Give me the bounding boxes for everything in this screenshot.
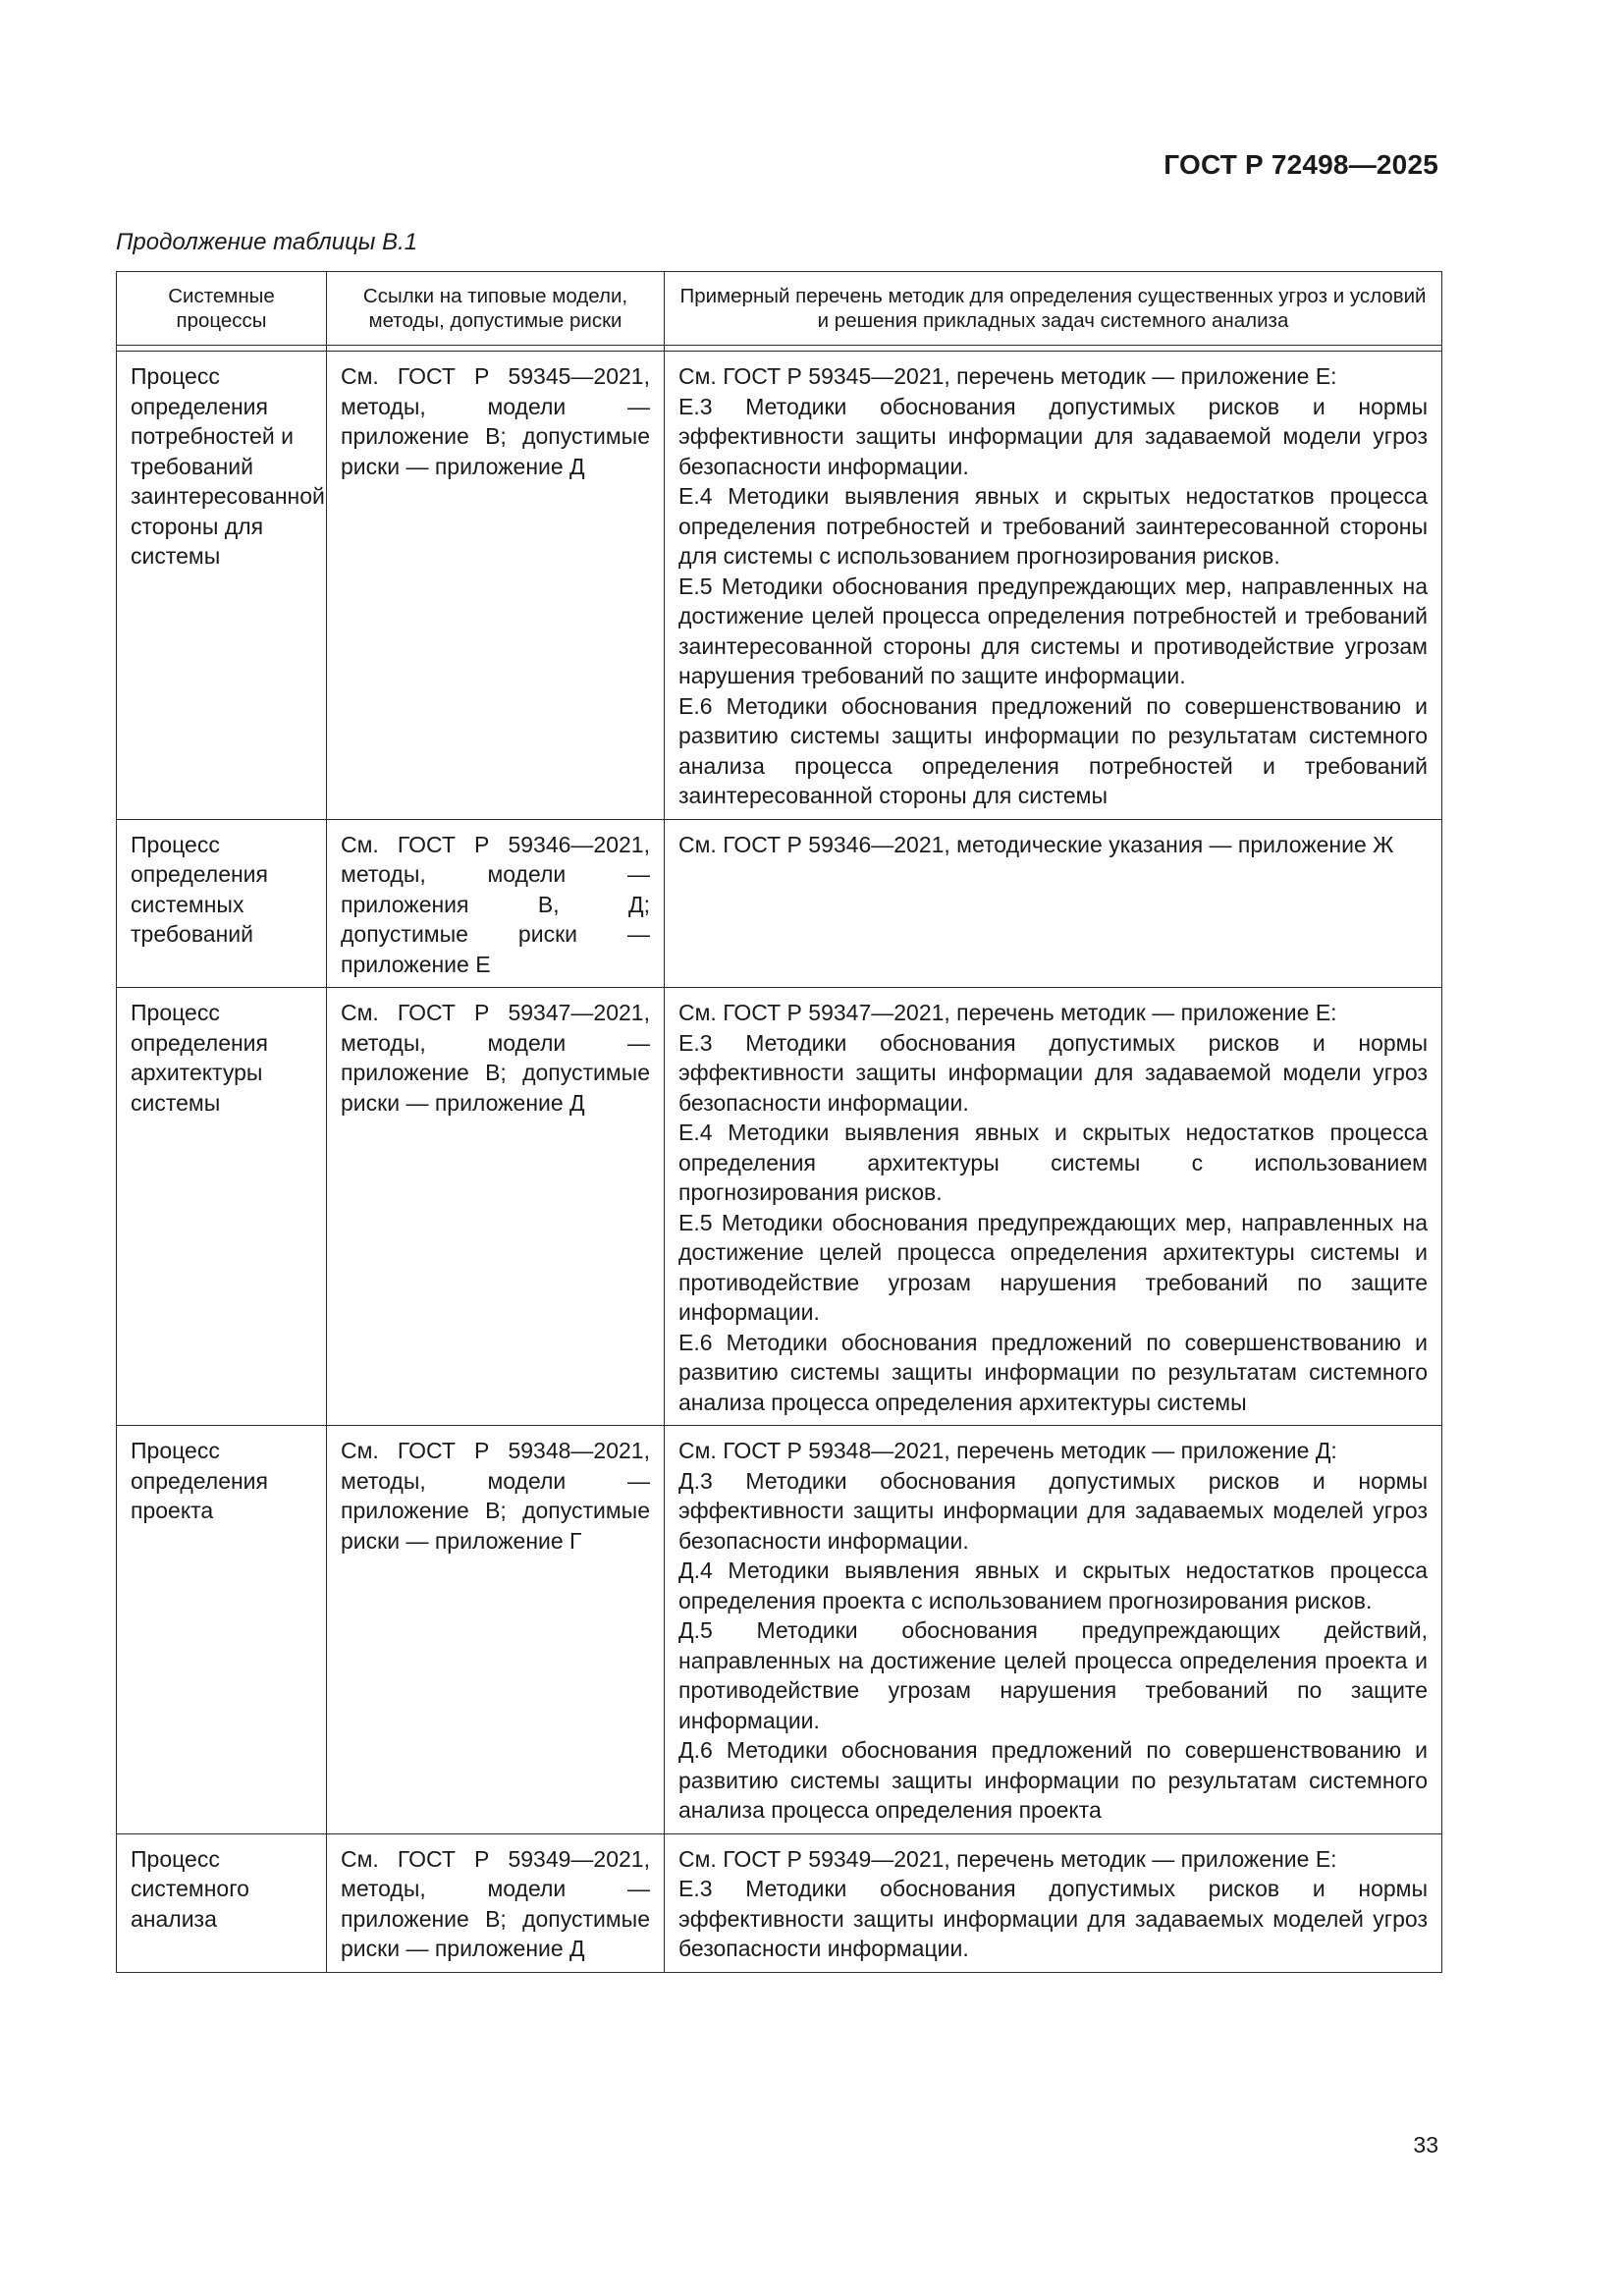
methods-line: См. ГОСТ Р 59345—2021, перечень методик — приложение Е: <box>678 363 1337 389</box>
methods-line: Е.3 Методики обоснования допустимых рисков и нормы эффективности защиты информации для задаваемой модели угроз безопасности информации. <box>678 393 1428 479</box>
table-caption: Продолжение таблицы В.1 <box>116 229 418 255</box>
methods-line: Е.5 Методики обоснования предупреждающих мер, направленных на достижение целей процесса определения потребностей и требований заинтересованной стороны для системы и противодействие угрозам нарушения требований по защите информации. <box>678 573 1428 688</box>
methods-line: Е.3 Методики обоснования допустимых рисков и нормы эффективности защиты информации для задаваемой модели угроз безопасности информации. <box>678 1029 1428 1116</box>
column-header-references: Ссылки на типовые модели, методы, допустимые риски <box>327 272 665 346</box>
process-cell: Процесс определения архитектуры системы <box>117 988 327 1426</box>
process-cell: Процесс системного анализа <box>117 1833 327 1972</box>
methods-line: Е.6 Методики обоснования предложений по совершенствованию и развитию системы защиты информации по результатам системного анализа процесса определения потребностей и требований заинтересованной стороны для системы <box>678 692 1428 808</box>
methods-cell <box>665 1426 1442 1834</box>
methods-cell <box>665 352 1442 820</box>
methods-line: Д.6 Методики обоснования предложений по совершенствованию и развитию системы защиты информации по результатам системного анализа процесса определения проекта <box>678 1737 1428 1823</box>
table-header-row <box>117 272 1442 346</box>
table-row <box>117 819 1442 988</box>
methods-line: См. ГОСТ Р 59348—2021, перечень методик — приложение Д: <box>678 1438 1337 1463</box>
references-cell: См. ГОСТ Р 59346—2021, методы, модели — приложения В, Д; допустимые риски — приложение Е <box>327 819 665 988</box>
table-row <box>117 1426 1442 1834</box>
methods-line: Д.3 Методики обоснования допустимых рисков и нормы эффективности защиты информации для задаваемых моделей угроз безопасности информации. <box>678 1467 1428 1554</box>
methods-cell <box>665 1833 1442 1972</box>
references-cell: См. ГОСТ Р 59345—2021, методы, модели — приложение В; допустимые риски — приложение Д <box>327 352 665 820</box>
process-cell: Процесс определения проекта <box>117 1426 327 1834</box>
methods-line: См. ГОСТ Р 59346—2021, методические указания — приложение Ж <box>678 831 1394 857</box>
table-row <box>117 988 1442 1426</box>
methods-line: Д.4 Методики выявления явных и скрытых недостатков процесса определения проекта с использованием прогнозирования рисков. <box>678 1558 1428 1613</box>
methods-line: Д.5 Методики обоснования предупреждающих действий, направленных на достижение целей процесса определения проекта и противодействие угрозам нарушения требований по защите информации. <box>678 1617 1428 1733</box>
table-row <box>117 1833 1442 1972</box>
column-header-methods: Примерный перечень методик для определения существенных угроз и условий и решения прикладных задач системного анализа <box>665 272 1442 346</box>
methods-line: Е.4 Методики выявления явных и скрытых недостатков процесса определения потребностей и требований заинтересованной стороны для системы с использованием прогнозирования рисков. <box>678 483 1428 569</box>
methods-line: См. ГОСТ Р 59349—2021, перечень методик — приложение Е: <box>678 1845 1337 1872</box>
references-cell: См. ГОСТ Р 59349—2021, методы, модели — приложение В; допустимые риски — приложение Д <box>327 1833 665 1972</box>
methods-cell <box>665 819 1442 988</box>
page-number: 33 <box>1413 2132 1438 2158</box>
table-row <box>117 352 1442 820</box>
document-code: ГОСТ Р 72498—2025 <box>1163 149 1438 180</box>
methods-line: Е.3 Методики обоснования допустимых рисков и нормы эффективности защиты информации для задаваемых моделей угроз безопасности информации. <box>678 1876 1428 1961</box>
process-cell: Процесс определения системных требований <box>117 819 327 988</box>
references-cell: См. ГОСТ Р 59347—2021, методы, модели — приложение В; допустимые риски — приложение Д <box>327 988 665 1426</box>
methods-cell <box>665 988 1442 1426</box>
process-cell: Процесс определения потребностей и требований заинтересованной стороны для системы <box>117 352 327 820</box>
methods-table <box>116 271 1442 1973</box>
references-cell: См. ГОСТ Р 59348—2021, методы, модели — приложение В; допустимые риски — приложение Г <box>327 1426 665 1834</box>
methods-line: См. ГОСТ Р 59347—2021, перечень методик — приложение Е: <box>678 1000 1337 1025</box>
methods-line: Е.5 Методики обоснования предупреждающих мер, направленных на достижение целей процесса определения архитектуры системы и противодействие угрозам нарушения требований по защите информации. <box>678 1209 1428 1325</box>
methods-line: Е.4 Методики выявления явных и скрытых недостатков процесса определения архитектуры системы с использованием прогнозирования рисков. <box>678 1120 1428 1205</box>
methods-line: Е.6 Методики обоснования предложений по совершенствованию и развитию системы защиты информации по результатам системного анализа процесса определения архитектуры системы <box>678 1329 1428 1415</box>
column-header-processes: Системные процессы <box>117 272 327 346</box>
